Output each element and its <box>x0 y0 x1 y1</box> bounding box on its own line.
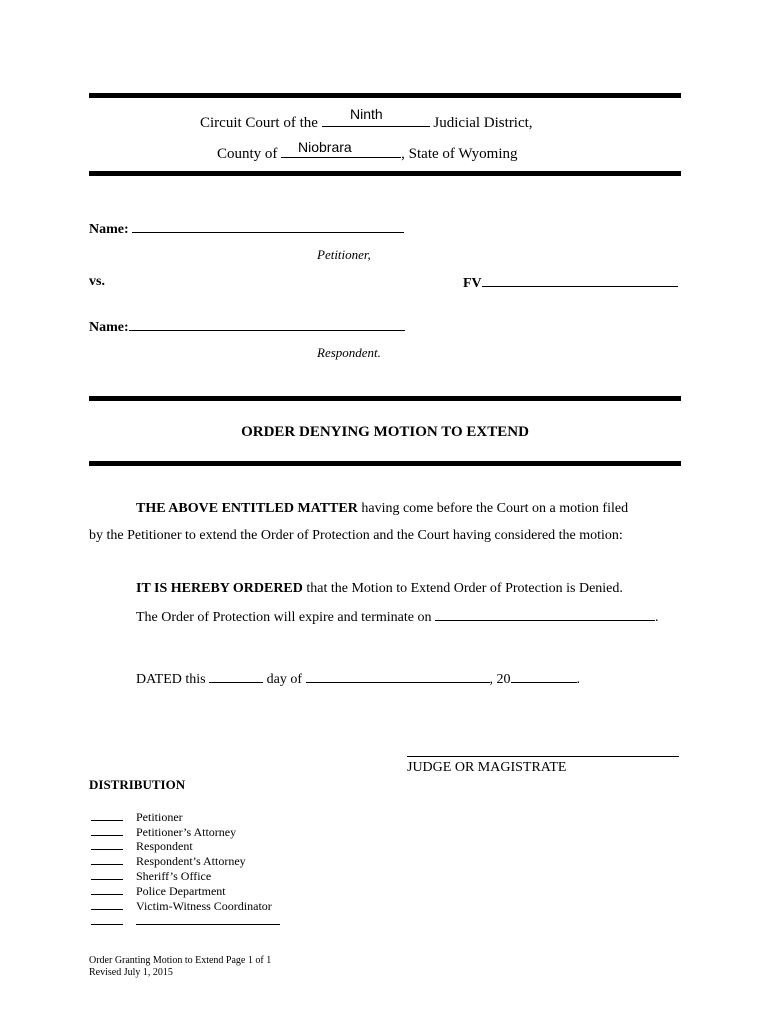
dated-end: . <box>576 672 581 687</box>
distribution-item-label: Respondent <box>136 839 193 853</box>
distribution-item-label: Petitioner <box>136 810 183 824</box>
dated-prefix: DATED this <box>136 672 206 687</box>
distribution-item <box>91 854 246 869</box>
distribution-checkbox-line[interactable] <box>91 811 123 821</box>
dated-month-field[interactable] <box>306 670 490 683</box>
distribution-item <box>91 899 272 914</box>
distribution-item <box>91 839 193 854</box>
paragraph-2-line-2: The Order of Protection will expire and terminate on . <box>136 610 659 625</box>
expiration-date-field[interactable] <box>435 608 655 621</box>
paragraph-1-line-1 <box>136 501 628 517</box>
petitioner-name-field[interactable] <box>132 220 404 233</box>
header-top-rule <box>89 93 681 98</box>
county-value: Niobrara <box>298 139 352 155</box>
district-value: Ninth <box>350 106 383 122</box>
respondent-name-field[interactable] <box>129 318 405 331</box>
distribution-item-label: Petitioner’s Attorney <box>136 825 237 839</box>
petitioner-label: Petitioner, <box>317 247 371 262</box>
distribution-checkbox-line[interactable] <box>91 915 123 925</box>
title-top-rule <box>89 396 681 401</box>
distribution-checkbox-line[interactable] <box>91 855 123 865</box>
paragraph-2-bold: IT IS HEREBY ORDERED <box>136 581 303 596</box>
distribution-other-field[interactable] <box>136 915 280 925</box>
distribution-checkbox-line[interactable] <box>91 885 123 895</box>
paragraph-2-rest: that the Motion to Extend Order of Protection is Denied. <box>306 581 623 596</box>
court-line2-suffix: , State of Wyoming <box>401 146 518 162</box>
document-title: ORDER DENYING MOTION TO EXTEND <box>241 424 529 440</box>
dated-year-field[interactable] <box>511 670 577 683</box>
dated-year-prefix: , 20 <box>489 672 511 687</box>
distribution-item-label: Respondent’s Attorney <box>136 854 246 868</box>
vs-label: vs. <box>89 274 105 289</box>
distribution-item <box>91 884 226 899</box>
footer-form-title: Order Granting Motion to Extend Page 1 of 1 <box>89 955 272 966</box>
respondent-label: Respondent. <box>317 345 381 360</box>
distribution-checkbox-line[interactable] <box>91 870 123 880</box>
court-line1-suffix: Judicial District, <box>433 115 533 131</box>
dated-line <box>136 670 580 688</box>
case-number-line <box>463 274 678 292</box>
distribution-checkbox-line[interactable] <box>91 826 123 836</box>
respondent-name-line <box>89 318 405 336</box>
court-line2-prefix: County of <box>217 146 278 162</box>
paragraph-1-rest: having come before the Court on a motion filed <box>361 501 629 516</box>
paragraph-1-bold: THE ABOVE ENTITLED MATTER <box>136 501 358 516</box>
paragraph-2-line-1 <box>136 581 623 597</box>
dated-day-field[interactable] <box>209 670 263 683</box>
case-number-prefix: FV <box>463 276 482 291</box>
respondent-name-label: Name: <box>89 320 129 335</box>
header-bottom-rule <box>89 171 681 176</box>
distribution-checkbox-line[interactable] <box>91 900 123 910</box>
signature-line[interactable] <box>407 756 679 757</box>
paragraph-1-line-2: by the Petitioner to extend the Order of Protection and the Court having considered the motion: <box>89 528 623 543</box>
distribution-heading: DISTRIBUTION <box>89 777 186 792</box>
expiration-label: The Order of Protection will expire and terminate on <box>136 610 432 625</box>
petitioner-name-label: Name: <box>89 222 129 237</box>
distribution-item-other <box>91 914 280 929</box>
distribution-checkbox-line[interactable] <box>91 840 123 850</box>
distribution-item-label: Police Department <box>136 884 226 898</box>
dated-day-of: day of <box>266 672 303 687</box>
court-county-line <box>217 143 517 163</box>
signature-label: JUDGE OR MAGISTRATE <box>407 760 567 775</box>
petitioner-name-line <box>89 220 404 238</box>
court-line1-prefix: Circuit Court of the <box>200 115 318 131</box>
title-bottom-rule <box>89 461 681 466</box>
footer-revised-date: Revised July 1, 2015 <box>89 967 173 978</box>
distribution-item-label: Sheriff’s Office <box>136 869 212 883</box>
distribution-item-label: Victim-Witness Coordinator <box>136 899 272 913</box>
case-number-field[interactable] <box>482 274 678 287</box>
distribution-item <box>91 869 211 884</box>
distribution-item <box>91 825 236 840</box>
distribution-item <box>91 810 183 825</box>
